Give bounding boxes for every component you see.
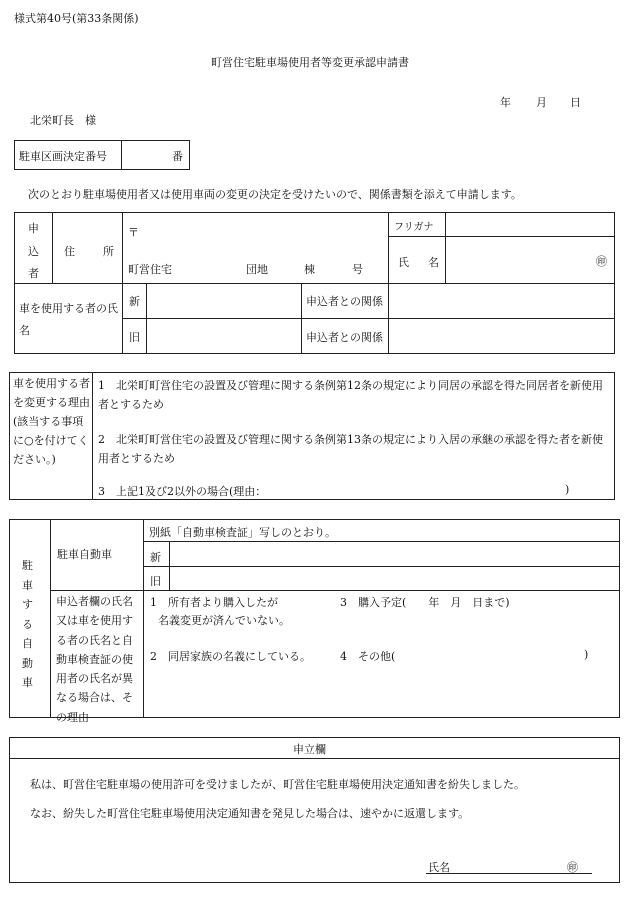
vehicle-side-label: 駐 車 す る 自 動 車 xyxy=(22,559,33,689)
address-room: 号 xyxy=(352,263,363,276)
addressee: 北栄町長 様 xyxy=(30,114,96,127)
applicant-label-3: 者 xyxy=(28,267,39,280)
reason-item-2: 2 北栄町町営住宅の設置及び管理に関する条例第13条の規定により入居の承継の承認を得た者を新使用者とするため xyxy=(98,433,603,465)
car-user-old: 旧 xyxy=(129,331,140,344)
date-year: 年 xyxy=(500,96,511,109)
option-2: 2 同居家族の名義にしている。 xyxy=(150,650,311,663)
statement-seal: ㊞ xyxy=(567,861,578,874)
applicant-label-1: 申 xyxy=(28,222,39,235)
diff-reason-label: 申込者欄の氏名又は車を使用する者の氏名と自動車検査証の使用者の氏名が異なる場合は、その理由 xyxy=(56,595,133,724)
applicant-label-2: 込 xyxy=(28,245,39,258)
statement-line-1: 私は、町営住宅駐車場の使用許可を受けましたが、町営住宅駐車場使用決定通知書を紛失しました。 xyxy=(30,778,525,791)
date-month: 月 xyxy=(536,96,547,109)
car-label: 駐車自動車 xyxy=(57,548,112,561)
statement-line-2: なお、紛失した町営住宅駐車場使用決定通知書を発見した場合は、速やかに返還します。 xyxy=(30,807,470,820)
car-user-new: 新 xyxy=(129,295,140,308)
page-title: 町営住宅駐車場使用者等変更承認申請書 xyxy=(211,56,409,69)
vehicle-old: 旧 xyxy=(150,575,161,588)
option-4: 4 その他( xyxy=(340,650,396,663)
car-user-label: 車を使用する者の氏名 xyxy=(19,302,118,337)
address-housing: 町営住宅 xyxy=(128,263,172,276)
address-label-1: 住 xyxy=(64,245,75,258)
attach-note: 別紙「自動車検査証」写しのとおり。 xyxy=(149,526,336,539)
name-label-2: 名 xyxy=(428,256,439,269)
address-label-2: 所 xyxy=(103,245,114,258)
form-number: 様式第40号(第33条関係) xyxy=(14,12,139,25)
reason-label: 車を使用する者を変更する理由(該当する事項に○を付けてください。) xyxy=(13,377,90,466)
option-1a: 1 所有者より購入したが xyxy=(150,596,278,609)
option-3: 3 購入予定( 年 月 日まで) xyxy=(340,596,510,609)
lot-number-label: 駐車区画決定番号 xyxy=(19,150,107,163)
reason-item-3: 3 上記1及び2以外の場合(理由： xyxy=(98,485,267,498)
vehicle-new: 新 xyxy=(150,551,161,564)
lot-number-suffix: 番 xyxy=(172,150,183,163)
option-1b: 名義変更が済んでいない。 xyxy=(158,614,290,627)
furigana-label: フリガナ xyxy=(394,222,434,233)
address-danchi: 団地 xyxy=(246,263,268,276)
relation-label-old: 申込者との関係 xyxy=(306,331,383,344)
relation-label-new: 申込者との関係 xyxy=(306,295,383,308)
statement-name-label: 氏名 xyxy=(428,861,450,874)
date-day: 日 xyxy=(570,96,581,109)
postal-mark: 〒 xyxy=(128,226,139,239)
address-building: 棟 xyxy=(304,263,315,276)
intro-text: 次のとおり駐車場使用者又は使用車両の変更の決定を受けたいので、関係書類を添えて申請します。 xyxy=(28,188,522,201)
reason-item-3-close: ) xyxy=(565,483,570,496)
name-label-1: 氏 xyxy=(398,256,409,269)
option-4-close: ) xyxy=(584,648,589,661)
statement-header: 申立欄 xyxy=(293,743,326,756)
reason-item-1: 1 北栄町町営住宅の設置及び管理に関する条例第12条の規定により同居の承認を得た同居者を新使用者とするため xyxy=(98,379,603,411)
applicant-seal: ㊞ xyxy=(596,255,607,268)
